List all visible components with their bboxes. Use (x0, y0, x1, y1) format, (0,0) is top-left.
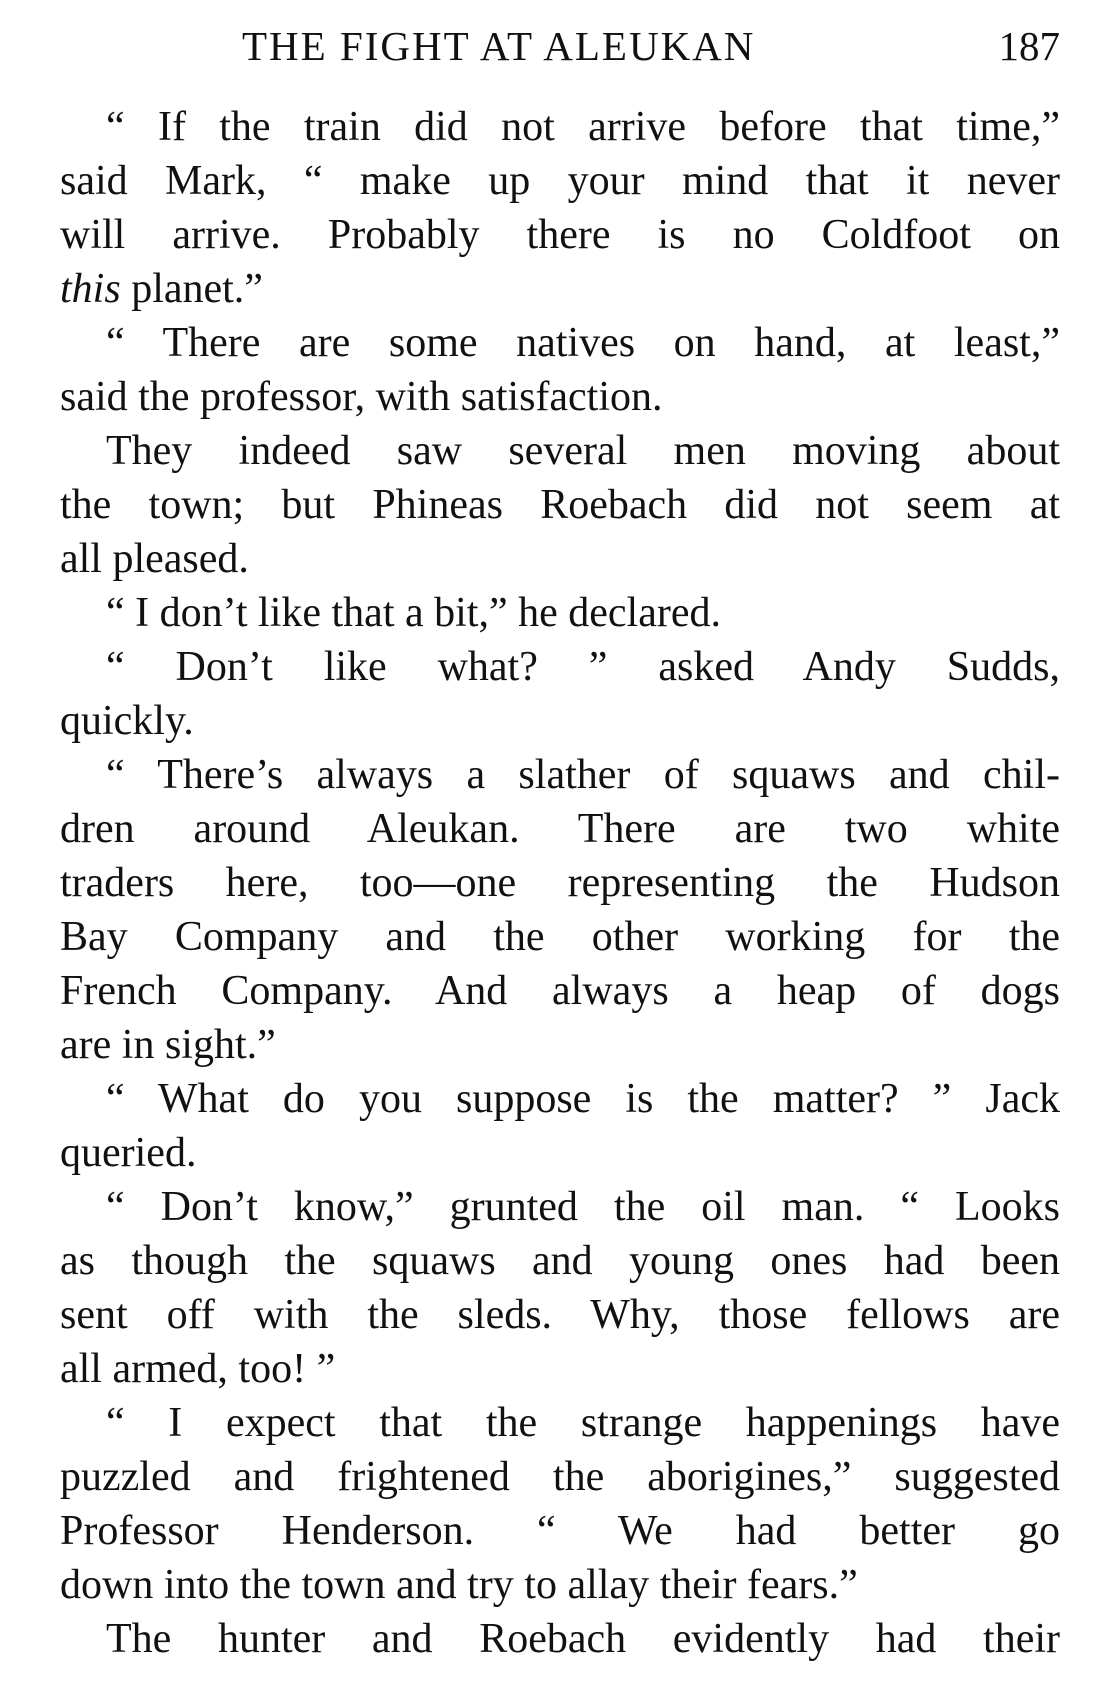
text-line: said Mark, “ make up your mind that it never (60, 158, 1060, 204)
page-number: 187 (998, 23, 1060, 69)
text-line: all armed, too! ” (60, 1346, 336, 1392)
body-text (60, 100, 1060, 1666)
emphasis-text: this (60, 266, 121, 312)
text-line: are in sight.” (60, 1022, 276, 1068)
text-line: puzzled and frightened the aborigines,” suggested (60, 1454, 1060, 1500)
text-line: “ Don’t know,” grunted the oil man. “ Looks (106, 1184, 1060, 1230)
text-line: “ Don’t like what? ” asked Andy Sudds, (106, 644, 1060, 690)
text-line: sent off with the sleds. Why, those fellows are (60, 1292, 1060, 1338)
text-line: traders here, too—one representing the Hudson (60, 860, 1060, 906)
text-line: They indeed saw several men moving about (106, 428, 1060, 474)
text-line: as though the squaws and young ones had been (60, 1238, 1060, 1284)
text-line: all pleased. (60, 536, 249, 582)
text-line: said the professor, with satisfaction. (60, 374, 663, 420)
text-line: the town; but Phineas Roebach did not seem at (60, 482, 1060, 528)
text-line: “ I don’t like that a bit,” he declared. (106, 590, 721, 636)
text-line: “ If the train did not arrive before that time,” (106, 104, 1060, 150)
text-line: “ I expect that the strange happenings have (106, 1400, 1060, 1446)
text-line: Professor Henderson. “ We had better go (60, 1508, 1060, 1554)
running-title: THE FIGHT AT ALEUKAN (242, 23, 756, 69)
text-line: “ There are some natives on hand, at least,” (106, 320, 1060, 366)
text-line: down into the town and try to allay their fears.” (60, 1562, 858, 1608)
text-line: quickly. (60, 698, 194, 744)
text-line: will arrive. Probably there is no Coldfoot on (60, 212, 1060, 258)
text-line: The hunter and Roebach evidently had their (106, 1616, 1060, 1662)
text-line: this planet.” (60, 266, 263, 312)
text-line: dren around Aleukan. There are two white (60, 806, 1060, 852)
text-line: French Company. And always a heap of dogs (60, 968, 1060, 1014)
text-line: “ What do you suppose is the matter? ” Jack (106, 1076, 1060, 1122)
page-header (60, 16, 1060, 76)
text-line: Bay Company and the other working for the (60, 914, 1060, 960)
text-line: queried. (60, 1130, 197, 1176)
text-line: “ There’s always a slather of squaws and chil- (106, 752, 1060, 798)
